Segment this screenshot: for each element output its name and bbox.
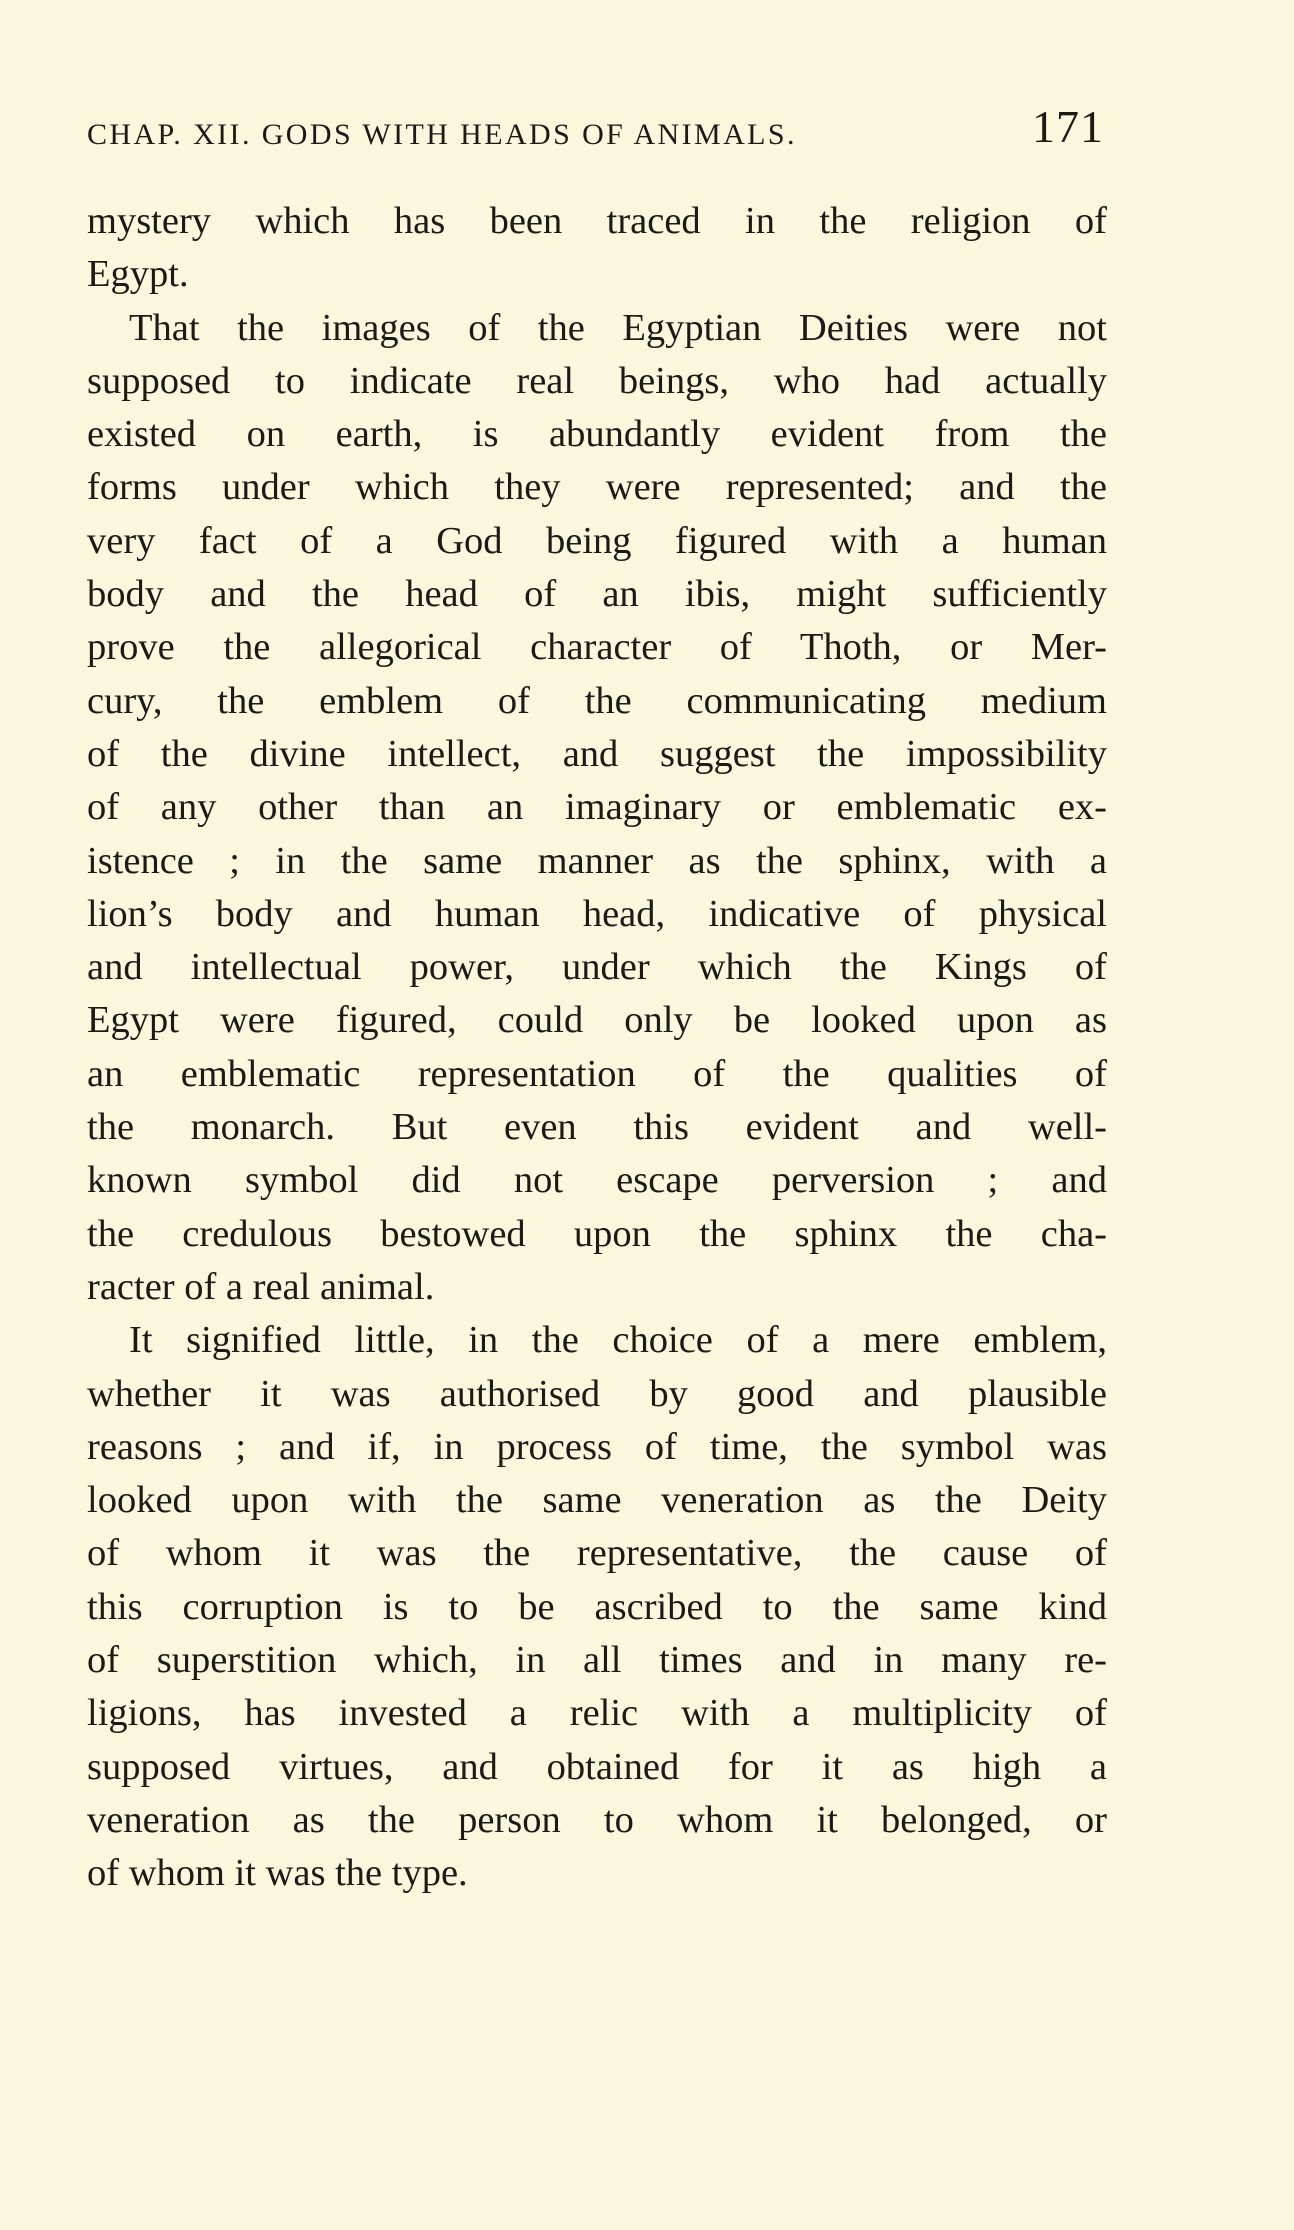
text-line: this corruption is to be ascribed to the same kind [87,1585,1107,1628]
text-line: prove the allegorical character of Thoth, or Mer- [87,626,1107,669]
text-line: the credulous bestowed upon the sphinx the cha- [87,1212,1107,1255]
text-line: of superstition which, in all times and in many re- [87,1639,1107,1682]
text-line: Egypt. [87,253,189,296]
text-line: supposed to indicate real beings, who had actually [87,359,1107,402]
text-line: reasons ; and if, in process of time, the symbol was [87,1425,1107,1468]
text-line: very fact of a God being figured with a human [87,519,1107,562]
text-line: supposed virtues, and obtained for it as high a [87,1745,1107,1788]
text-line: racter of a real animal. [87,1265,435,1308]
running-header [87,101,1104,164]
text-line: an emblematic representation of the qualities of [87,1052,1107,1095]
text-line: cury, the emblem of the communicating medium [87,679,1107,722]
text-line: of whom it was the representative, the cause of [87,1532,1107,1575]
text-line: It signified little, in the choice of a mere emblem, [129,1319,1107,1362]
page-number: 171 [1032,101,1104,152]
text-line: istence ; in the same manner as the sphinx, with a [87,839,1107,882]
text-line: body and the head of an ibis, might sufficiently [87,573,1107,616]
text-line: the monarch. But even this evident and well- [87,1106,1107,1149]
text-line: looked upon with the same veneration as the Deity [87,1479,1107,1522]
text-line: of the divine intellect, and suggest the impossibility [87,732,1107,775]
text-line: That the images of the Egyptian Deities were not [129,306,1107,349]
text-line: lion’s body and human head, indicative of physical [87,892,1107,935]
text-line: mystery which has been traced in the religion of [87,200,1107,242]
text-line: of whom it was the type. [87,1852,468,1895]
text-line: and intellectual power, under which the Kings of [87,946,1107,989]
text-line: ligions, has invested a relic with a multiplicity of [87,1692,1107,1735]
text-line: veneration as the person to whom it belonged, or [87,1798,1107,1841]
text-line: of any other than an imaginary or emblematic ex- [87,786,1107,829]
text-line: known symbol did not escape perversion ; and [87,1159,1107,1202]
text-line: Egypt were figured, could only be looked upon as [87,999,1107,1042]
text-line: existed on earth, is abundantly evident from the [87,413,1107,456]
running-title: CHAP. XII. GODS WITH HEADS OF ANIMALS. [87,118,797,151]
body-text [87,195,1107,1901]
text-line: forms under which they were represented; and the [87,466,1107,509]
text-line: whether it was authorised by good and plausible [87,1372,1107,1415]
